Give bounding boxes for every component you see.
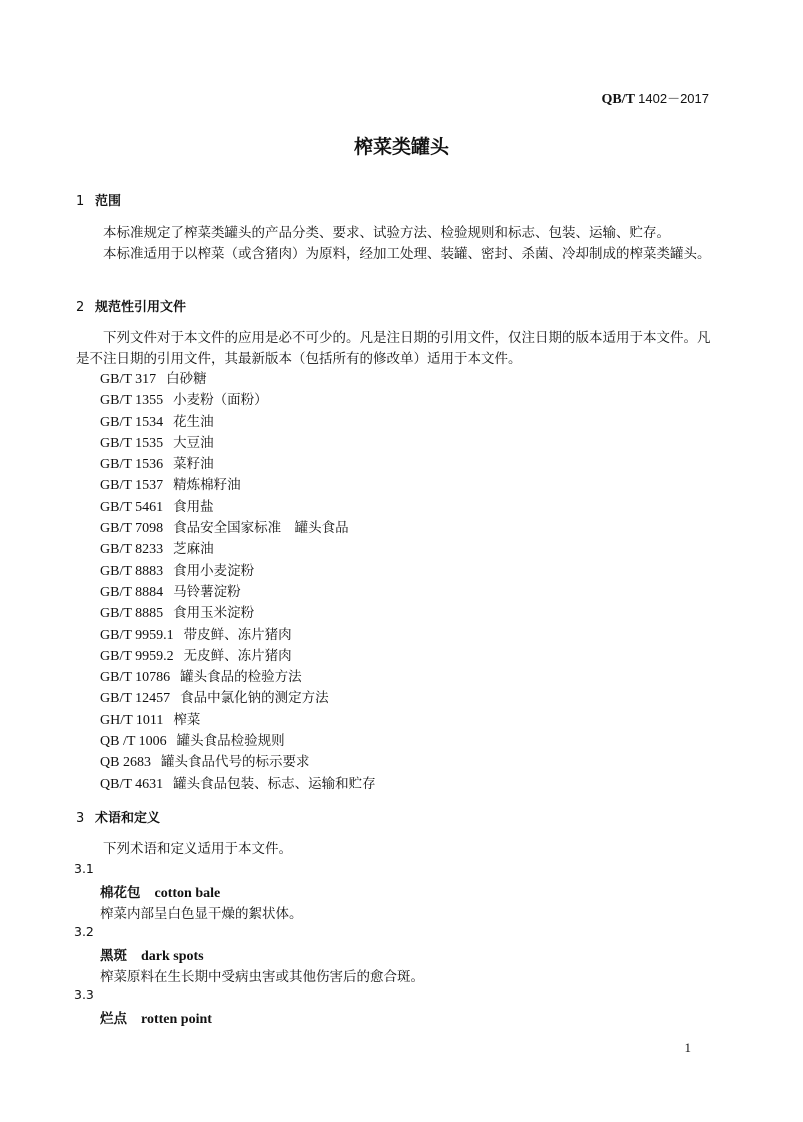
reference-title: 花生油 <box>173 413 214 430</box>
term-heading <box>100 944 204 965</box>
term-chinese: 黑斑 <box>100 948 127 964</box>
reference-item <box>100 454 376 475</box>
reference-code: GB/T 9959.1 <box>100 627 174 643</box>
standard-code-number: 1402－2017 <box>638 91 709 106</box>
reference-list <box>100 369 376 795</box>
reference-item <box>100 412 376 433</box>
section-1-heading <box>76 190 121 209</box>
document-title: 榨菜类罐头 <box>353 136 449 158</box>
reference-code: GB/T 1535 <box>100 435 164 451</box>
reference-title: 大豆油 <box>173 434 214 451</box>
reference-code: GB/T 8233 <box>100 542 164 558</box>
reference-title: 食用小麦淀粉 <box>173 562 255 579</box>
term-definition: 榨菜原料在生长期中受病虫害或其他伤害后的愈合斑。 <box>100 969 424 985</box>
section-1-para-1: 本标准规定了榨菜类罐头的产品分类、要求、试验方法、检验规则和标志、包装、运输、贮存。 <box>103 225 670 241</box>
reference-title: 食用盐 <box>173 498 214 515</box>
reference-item <box>100 710 376 731</box>
section-1-para-2: 本标准适用于以榨菜（或含猪肉）为原料，经加工处理、装罐、密封、杀菌、冷却制成的榨菜类罐头。 <box>103 246 711 262</box>
reference-title: 罐头食品检验规则 <box>176 733 285 750</box>
reference-code: QB /T 1006 <box>100 734 167 750</box>
term-english: cotton bale <box>154 886 221 901</box>
reference-title: 罐头食品的检验方法 <box>180 669 302 686</box>
reference-item <box>100 390 376 411</box>
reference-code: GB/T 8884 <box>100 584 164 600</box>
reference-item <box>100 582 376 603</box>
section-2-para: 下列文件对于本文件的应用是必不可少的。凡是注日期的引用文件，仅注日期的版本适用于本文件。凡是不注日期的引用文件，其最新版本（包括所有的修改单）适用于本文件。 <box>76 330 711 367</box>
reference-title: 菜籽油 <box>173 456 214 473</box>
reference-code: GB/T 317 <box>100 372 157 387</box>
reference-item <box>100 561 376 582</box>
reference-code: GB/T 8883 <box>100 563 164 579</box>
term-heading <box>100 1007 212 1028</box>
reference-item <box>100 518 376 539</box>
term-number: 3.1 <box>74 861 94 876</box>
section-1-number: 1 <box>76 194 85 209</box>
reference-code: GB/T 1536 <box>100 457 164 473</box>
reference-item <box>100 603 376 624</box>
reference-title: 榨菜 <box>173 711 201 728</box>
reference-code: GB/T 5461 <box>100 499 164 515</box>
reference-title: 马铃薯淀粉 <box>173 583 241 600</box>
reference-title: 食品安全国家标准 罐头食品 <box>173 520 349 537</box>
section-3-number: 3 <box>76 811 85 826</box>
section-2-heading <box>76 296 186 315</box>
reference-code: GB/T 8885 <box>100 606 164 622</box>
reference-item <box>100 667 376 688</box>
reference-title: 无皮鲜、冻片猪肉 <box>183 647 292 664</box>
standard-code-prefix: QB/T <box>601 92 635 107</box>
reference-code: GB/T 12457 <box>100 691 171 707</box>
reference-title: 白砂糖 <box>166 371 207 387</box>
reference-item <box>100 497 376 518</box>
reference-title: 芝麻油 <box>173 541 214 558</box>
section-2-title: 规范性引用文件 <box>95 300 187 315</box>
reference-title: 食用玉米淀粉 <box>173 605 255 622</box>
reference-code: GB/T 1534 <box>100 414 164 430</box>
reference-code: QB/T 4631 <box>100 776 164 792</box>
term-definition: 榨菜内部呈白色显干燥的絮状体。 <box>100 906 303 922</box>
term-english: rotten point <box>141 1012 212 1027</box>
term-english: dark spots <box>141 949 204 964</box>
reference-title: 精炼棉籽油 <box>173 477 241 494</box>
reference-code: GB/T 7098 <box>100 521 164 537</box>
section-1-title: 范围 <box>95 194 122 209</box>
reference-item <box>100 731 376 752</box>
term-number: 3.2 <box>74 924 94 939</box>
reference-code: QB 2683 <box>100 755 151 771</box>
reference-code: GH/T 1011 <box>100 712 164 728</box>
reference-title: 食品中氯化钠的测定方法 <box>180 690 329 707</box>
reference-code: GB/T 1537 <box>100 478 164 494</box>
section-3-title: 术语和定义 <box>95 811 161 826</box>
reference-item <box>100 433 376 454</box>
term-number: 3.3 <box>74 987 94 1002</box>
standard-code <box>601 88 709 108</box>
reference-item <box>100 688 376 709</box>
reference-title: 小麦粉（面粉） <box>173 392 268 409</box>
reference-item <box>100 369 376 390</box>
reference-item <box>100 774 376 795</box>
section-3-heading <box>76 807 160 826</box>
reference-title: 带皮鲜、冻片猪肉 <box>183 626 292 643</box>
reference-item <box>100 752 376 773</box>
section-3-para: 下列术语和定义适用于本文件。 <box>103 841 292 857</box>
term-chinese: 烂点 <box>100 1011 127 1027</box>
reference-title: 罐头食品包装、标志、运输和贮存 <box>173 775 376 792</box>
reference-item <box>100 539 376 560</box>
page-number: 1 <box>684 1040 691 1055</box>
reference-code: GB/T 10786 <box>100 670 171 686</box>
reference-code: GB/T 9959.2 <box>100 648 174 664</box>
section-2-number: 2 <box>76 300 85 315</box>
term-chinese: 棉花包 <box>100 885 141 901</box>
reference-title: 罐头食品代号的标示要求 <box>160 754 310 771</box>
reference-item <box>100 625 376 646</box>
reference-item <box>100 646 376 667</box>
reference-code: GB/T 1355 <box>100 393 164 409</box>
reference-item <box>100 475 376 496</box>
term-heading <box>100 881 220 902</box>
